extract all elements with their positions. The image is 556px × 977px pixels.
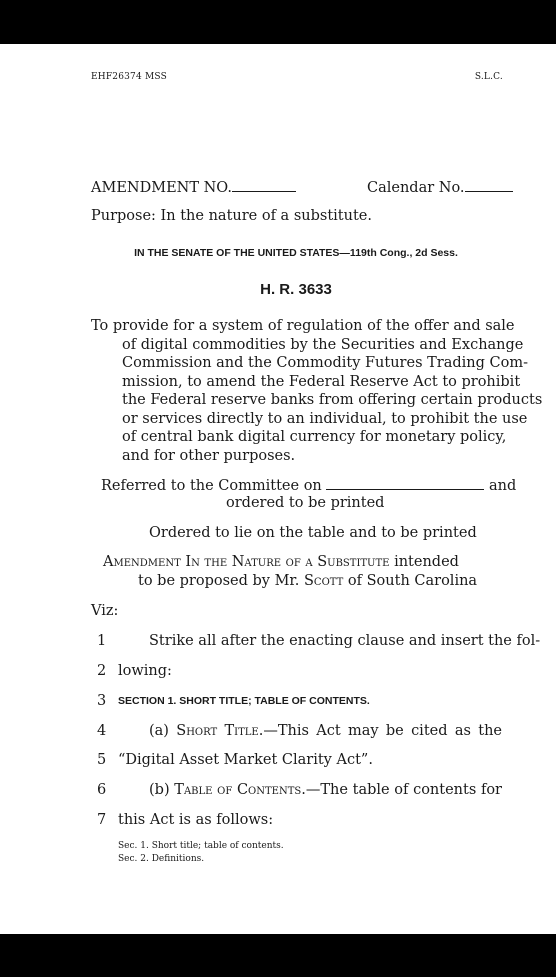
ains-rest: intended	[389, 554, 459, 570]
bill-number: H. R. 3633	[260, 281, 332, 298]
calendar-number-line	[367, 179, 513, 196]
sponsor-name: Scott	[304, 573, 344, 589]
line-number: 1	[97, 633, 107, 649]
calendar-label: Calendar No.	[367, 180, 465, 196]
ains-line-2	[138, 573, 477, 589]
line-number: 5	[97, 752, 107, 768]
section-heading: SECTION 1. SHORT TITLE; TABLE OF CONTENTS.	[118, 695, 370, 707]
bill-line: Strike all after the enacting clause and insert the fol-	[149, 633, 541, 649]
bill-line: “Digital Asset Market Clarity Act”.	[118, 752, 373, 768]
amendment-label: AMENDMENT NO.	[91, 180, 232, 196]
senate-heading: IN THE SENATE OF THE UNITED STATES—119th Cong., 2d Sess.	[134, 247, 458, 259]
bill-line: lowing:	[118, 663, 172, 679]
sponsor-state: of South Carolina	[343, 573, 478, 589]
title-line: of central bank digital currency for monetary policy,	[122, 429, 507, 445]
committee-blank	[326, 477, 484, 490]
ains-title: Amendment In the Nature of a Substitute	[103, 554, 390, 570]
bottom-black-bar	[0, 934, 556, 977]
viz-label: Viz:	[91, 603, 119, 619]
bill-line	[149, 723, 502, 739]
title-line: and for other purposes.	[122, 447, 296, 464]
top-black-bar	[0, 0, 556, 44]
title-line: of digital commodities by the Securities and Exchange	[122, 336, 524, 353]
subsection-heading: Table of Contents	[174, 782, 302, 798]
amendment-number-line	[91, 179, 296, 196]
bill-line: this Act is as follows:	[118, 812, 274, 828]
ordered-line: Ordered to lie on the table and to be printed	[149, 525, 477, 541]
subsection-marker: (a)	[149, 723, 177, 739]
title-line: To provide for a system of regulation of the offer and sale	[91, 318, 515, 334]
subsection-text: .—The table of contents for	[301, 782, 502, 798]
ains-proposed-by: to be proposed by Mr.	[138, 573, 304, 589]
bill-line	[149, 782, 502, 798]
title-line: or services directly to an individual, to prohibit the use	[122, 410, 528, 427]
amendment-number-blank	[232, 179, 296, 192]
line-number: 6	[97, 782, 107, 798]
document-id: EHF26374 MSS	[91, 72, 167, 82]
line-number: 4	[97, 723, 107, 739]
line-number: 7	[97, 812, 107, 828]
subsection-marker: (b)	[149, 782, 175, 798]
calendar-number-blank	[465, 179, 513, 192]
referred-line	[101, 477, 516, 494]
slc-label: S.L.C.	[474, 72, 503, 82]
referred-prefix: Referred to the Committee on	[101, 478, 322, 494]
referred-line-2: ordered to be printed	[226, 495, 385, 511]
purpose: Purpose: In the nature of a substitute.	[91, 208, 372, 224]
referred-suffix: and	[488, 478, 517, 494]
title-line: the Federal reserve banks from offering certain products	[122, 392, 543, 408]
toc-entry: Sec. 1. Short title; table of contents.	[118, 841, 284, 851]
ains-line-1	[103, 554, 459, 570]
subsection-text: .—This Act may be cited as the	[258, 723, 502, 739]
title-line: mission, to amend the Federal Reserve Act to prohibit	[122, 373, 521, 390]
title-line: Commission and the Commodity Futures Trading Com-	[122, 355, 528, 371]
subsection-heading: Short Title	[176, 723, 259, 739]
line-number: 2	[97, 663, 107, 679]
line-number: 3	[97, 693, 107, 709]
toc-entry: Sec. 2. Definitions.	[118, 854, 205, 864]
